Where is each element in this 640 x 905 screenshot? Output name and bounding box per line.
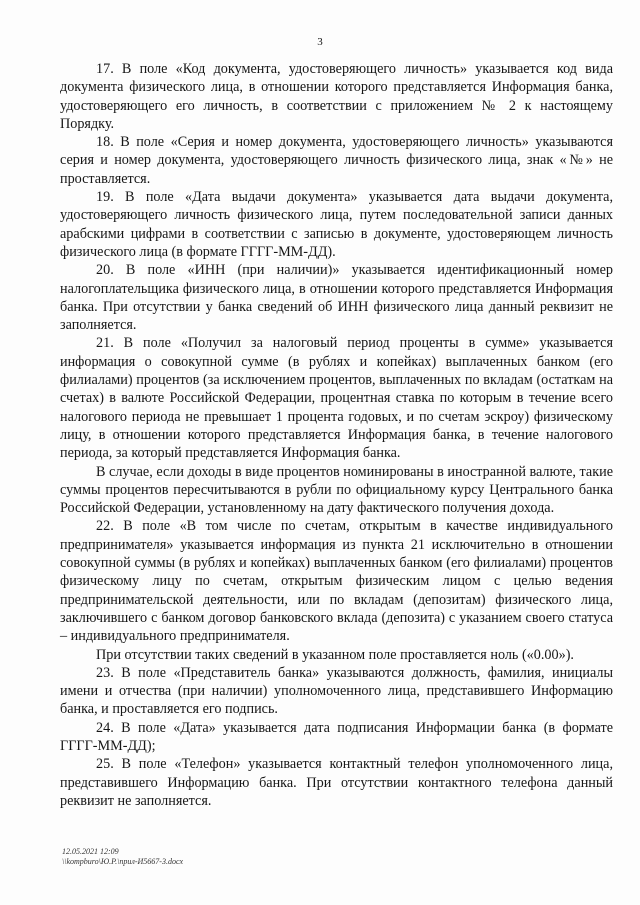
paragraph-19: 19. В поле «Дата выдачи документа» указывается дата выдачи документа, удостоверяющего личность физического лица, путем последовательной записи данных арабскими цифрами в соответствии с записью в документе, удостоверяющем личность физического лица (в формате ГГГГ-ММ-ДД). (60, 189, 613, 260)
paragraph-21: 21. В поле «Получил за налоговый период проценты в сумме» указывается информация о совокупной сумме (в рублях и копейках) выплаченных банком (его филиалами) процентов (за исключением процентов, выплаченных по вкладам (остаткам на счетах) в валюте Российской Федерации, процентная ставка по которым в течение всего налогового периода не превышает 1 процента годовых, и по счетам эскроу) физическому лицу, в отношении которого представляется Информация банка, в течение налогового периода, за который представляется Информация банка. (60, 335, 613, 462)
paragraph-23: 23. В поле «Представитель банка» указываются должность, фамилия, инициалы имени и отчества (при наличии) уполномоченного лица, представившего Информацию банка, и проставляется его подпись. (60, 664, 613, 718)
paragraph-25: 25. В поле «Телефон» указывается контактный телефон уполномоченного лица, представившего Информацию банка. При отсутствии контактного телефона данный реквизит не заполняется. (60, 756, 613, 809)
paragraph-22: 22. В поле «В том числе по счетам, открытым в качестве индивидуального предпринимателя» указывается информация из пункта 21 исключительно в отношении совокупной суммы (в рублях и копейках) выплаченных банком (его филиалами) процентов физическому лицу по счетам, открытым физическим лицом с целью ведения предпринимательской деятельности, или по вкладам (депозитам) физического лица, заключившего с банком договор банковского вклада (депозита) с указанием своего статуса – индивидуального предпринимателя. (60, 518, 613, 645)
page-number: 3 (317, 36, 323, 48)
paragraph-22-zero-note: При отсутствии таких сведений в указанном поле проставляется ноль («0.00»). (96, 646, 574, 663)
paragraph-18: 18. В поле «Серия и номер документа, удостоверяющего личность» указываются серия и номер документа, удостоверяющего личность физического лица, знак «№» не проставляется. (60, 134, 613, 187)
paragraph-21-currency-note: В случае, если доходы в виде процентов номинированы в иностранной валюте, такие суммы процентов пересчитываются в рубли по официальному курсу Центрального банка Российской Федерации, установленному на дату фактического получения дохода. (60, 463, 613, 517)
paragraph-24: 24. В поле «Дата» указывается дата подписания Информации банка (в формате ГГГГ-ММ-ДД); (60, 719, 613, 754)
document-body (60, 60, 613, 810)
document-footer (62, 847, 183, 867)
paragraph-17: 17. В поле «Код документа, удостоверяющего личность» указывается код вида документа физического лица, в отношении которого представляется Информация банка, удостоверяющего его личность, в соответствии с приложением № 2 к настоящему Порядку. (60, 61, 613, 132)
footer-file-path: \\kompburo\Ю.Р.\прил-И5667-3.docx (62, 857, 184, 866)
footer-timestamp: 12.05.2021 12:09 (62, 847, 119, 856)
paragraph-20: 20. В поле «ИНН (при наличии)» указывается идентификационный номер налогоплательщика физического лица, в отношении которого представляется Информация банка. При отсутствии у банка сведений об ИНН физического лица данный реквизит не заполняется. (60, 262, 613, 334)
